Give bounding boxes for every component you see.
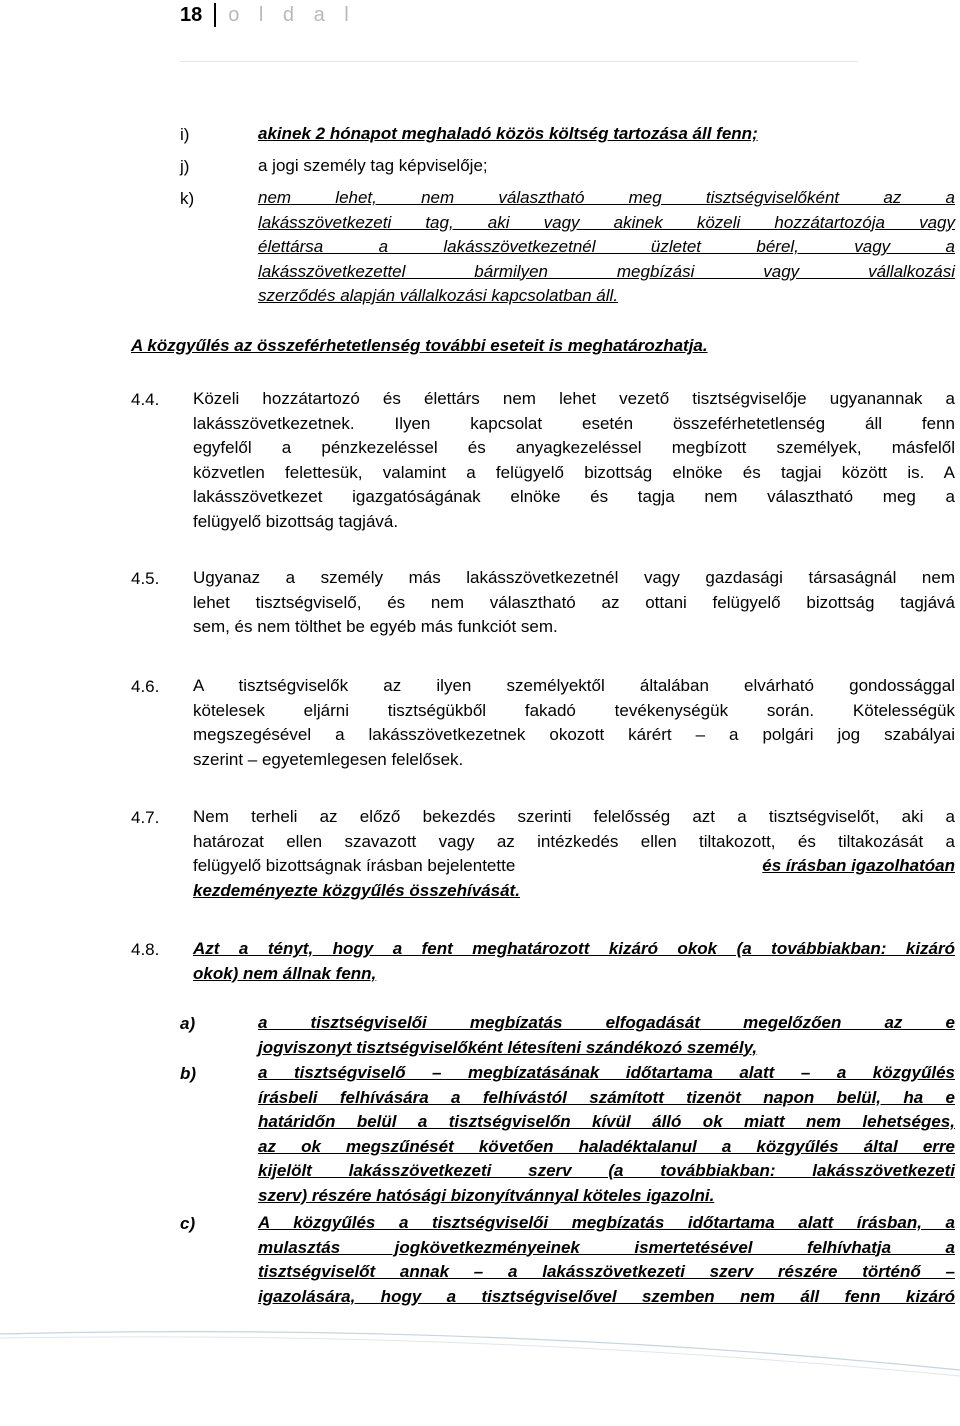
page-number: 18 [180,3,203,26]
section-4-4 [193,387,955,534]
list-item-line: igazolására, hogy a tisztségviselővel szemben nem áll fenn kizáró [258,1286,955,1306]
section-line: lehet tisztségviselő, és nem választható az ottani felügyelő bizottság tagjává [193,592,955,612]
list-item-line: szerv) részére hatósági bizonyítvánnyal köteles igazolni. [258,1185,715,1205]
section-number-4-6: 4.6. [131,677,160,696]
list-label-i: i) [180,125,190,144]
list-item-line: élettársa a lakásszövetkezetnél üzletet bérel, vagy a [258,237,955,256]
section-line: szerint – egyetemlegesen felelősek. [193,749,464,769]
list-item-text: akinek 2 hónapot meghaladó közös költség tartozása áll fenn; [258,124,758,143]
list-label-c: c) [180,1214,196,1233]
note-line: A közgyűlés az összeférhetetlenség további eseteit is meghatározhatja. [131,336,708,355]
header-divider [214,3,216,27]
section-line: egyfelől a pénzkezeléssel és anyagkezeléssel megbízott személyek, másfelől [193,438,955,457]
list-item-i [258,122,890,147]
list-item-line: a tisztségviselő – megbízatásának időtartama alatt – a közgyűlés [258,1063,955,1082]
section-line: lakásszövetkezetnek. Ilyen kapcsolat esetén összeférhetetlenség áll fenn [193,413,955,433]
list-item-c [258,1211,955,1309]
list-item-line: határidőn belül a tisztségviselőn kívül álló ok miatt nem lehetséges, [258,1112,955,1131]
page-label: o l d a l [228,3,356,26]
section-line: felügyelő bizottság tagjává. [193,511,399,531]
section-line: kötelesek eljárni tisztségükből fakadó tevékenységük során. Kötelességük [193,700,955,720]
section-line: Közeli hozzátartozó és élettárs nem lehet vezető tisztségviselője ugyanannak a [193,389,955,408]
list-item-text: a jogi személy tag képviselője; [258,156,488,175]
list-item-line: lakásszövetkezettel bármilyen megbízási vagy vállalkozási [258,261,955,281]
list-item-a [258,1011,955,1060]
footer-decoration [0,1318,960,1378]
list-label-a: a) [180,1014,196,1033]
section-4-7 [193,805,955,903]
section-line: Azt a tényt, hogy a fent meghatározott kizáró okok (a továbbiakban: kizáró [193,939,955,958]
section-line: megszegésével a lakásszövetkezetnek okozott kárért – a polgári jog szabályai [193,725,955,744]
section-line: lakásszövetkezet igazgatóságának elnöke és tagja nem választható meg a [193,487,955,506]
section-4-6 [193,674,955,772]
list-item-line: írásbeli felhívására a felhívástól számított tizenöt napon belül, ha e [258,1087,955,1107]
page-header [180,0,356,30]
note-text [131,334,891,359]
list-item-line: kijelölt lakásszövetkezeti szerv (a továbbiakban: lakásszövetkezeti [258,1161,955,1180]
list-item-line: A közgyűlés a tisztségviselői megbízatás időtartama alatt írásban, a [258,1213,955,1232]
list-item-line: az ok megszűnését követően haladéktalanul a közgyűlés által erre [258,1136,955,1156]
section-line: Ugyanaz a személy más lakásszövetkezetnél vagy gazdasági társaságnál nem [193,568,955,587]
section-line: A tisztségviselők az ilyen személyektől általában elvárható gondossággal [193,676,955,695]
list-item-line: szerződés alapján vállalkozási kapcsolatban áll. [258,286,619,305]
list-label-j: j) [180,157,190,176]
list-item-line: mulasztás jogkövetkezményeinek ismertetésével felhívhatja a [258,1237,955,1257]
section-line: sem, és nem tölthet be egyéb más funkciót sem. [193,617,558,636]
section-line: kezdeményezte közgyűlés összehívását. [193,880,520,900]
section-line-mixed [193,854,955,879]
list-item-line: jogviszonyt tisztségviselőként létesíteni szándékozó személy, [258,1037,758,1057]
section-line: okok) nem állnak fenn, [193,963,377,983]
list-label-b: b) [180,1064,197,1083]
section-number-4-4: 4.4. [131,390,160,409]
list-label-k: k) [180,189,195,208]
list-item-line: lakásszövetkezeti tag, aki vagy akinek közeli hozzátartozója vagy [258,212,955,232]
section-line-emphasis: és írásban igazolhatóan [762,856,955,875]
section-4-5 [193,566,955,640]
list-item-b [258,1061,955,1208]
list-item-line: nem lehet, nem választható meg tisztségviselőként az a [258,188,955,207]
section-line-part: felügyelő bizottságnak írásban bejelentette [193,856,516,875]
section-line: Nem terheli az előző bekezdés szerinti felelősség azt a tisztségviselőt, aki a [193,807,955,826]
section-line: közvetlen felettesük, valamint a felügyelő bizottság elnöke és tagjai között is. A [193,462,955,482]
section-number-4-7: 4.7. [131,808,160,827]
section-number-4-8: 4.8. [131,940,160,959]
section-line: határozat ellen szavazott vagy az intézkedés ellen tiltakozott, és tiltakozását a [193,831,955,851]
list-item-line: tisztségviselőt annak – a lakásszövetkezeti szerv részére történő – [258,1262,955,1281]
list-item-j [258,154,890,179]
list-item-line: a tisztségviselői megbízatás elfogadását megelőzően az e [258,1013,955,1032]
header-rule [180,61,858,62]
list-item-k [258,186,955,309]
section-4-8 [193,937,955,986]
section-number-4-5: 4.5. [131,569,160,588]
